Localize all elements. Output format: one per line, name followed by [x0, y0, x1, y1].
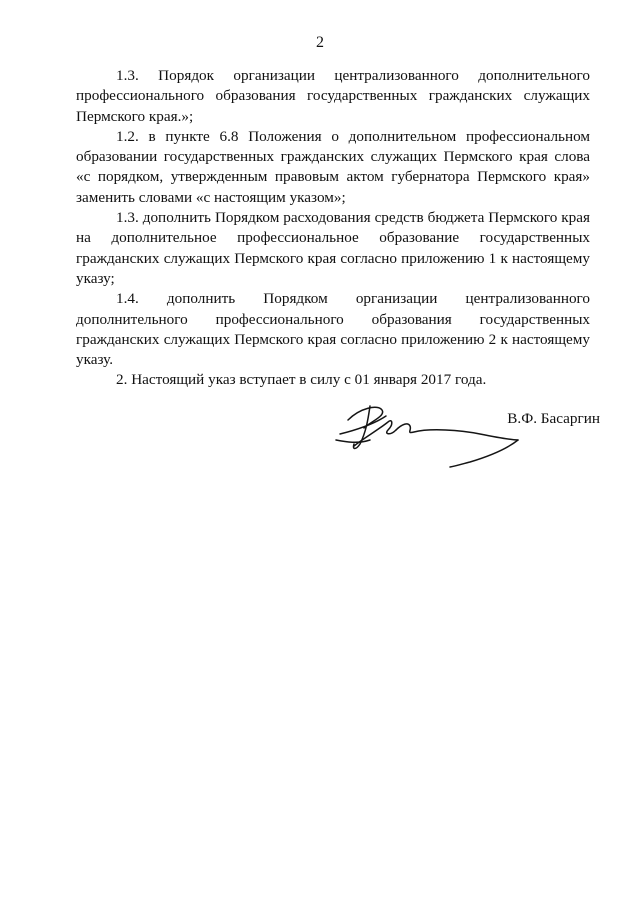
- paragraph-1-2-clause-6-8: 1.2. в пункте 6.8 Положения о дополнительном профессиональном образовании государственных гражданских служащих Пермского края слова «с порядком, утвержденным правовым актом губернатора Пермского края» заменить словами «с настоящим указом»;: [76, 127, 590, 206]
- paragraph-2-effective-date: 2. Настоящий указ вступает в силу с 01 января 2017 года.: [116, 371, 487, 389]
- page-number: 2: [316, 34, 324, 51]
- signature-block: [330, 400, 600, 470]
- document-body: [76, 66, 590, 391]
- paragraph-1-3-budget-procedure: 1.3. дополнить Порядком расходования средств бюджета Пермского края на дополнительное профессиональное образование государственных гражданских служащих Пермского края согласно приложению 1 к настоящему указу;: [76, 209, 590, 287]
- paragraph-1-4-centralized-procedure: 1.4. дополнить Порядком организации централизованного дополнительного профессионального образования государственных гражданских служащих Пермского края согласно приложению 2 к настоящему указу.: [76, 290, 590, 369]
- handwritten-signature: [330, 400, 530, 470]
- paragraph-1-3-procedure-title: 1.3. Порядок организации централизованного дополнительного профессионального образования государственных гражданских служащих Пермского края.»;: [76, 67, 590, 125]
- signer-name: В.Ф. Басаргин: [507, 410, 600, 427]
